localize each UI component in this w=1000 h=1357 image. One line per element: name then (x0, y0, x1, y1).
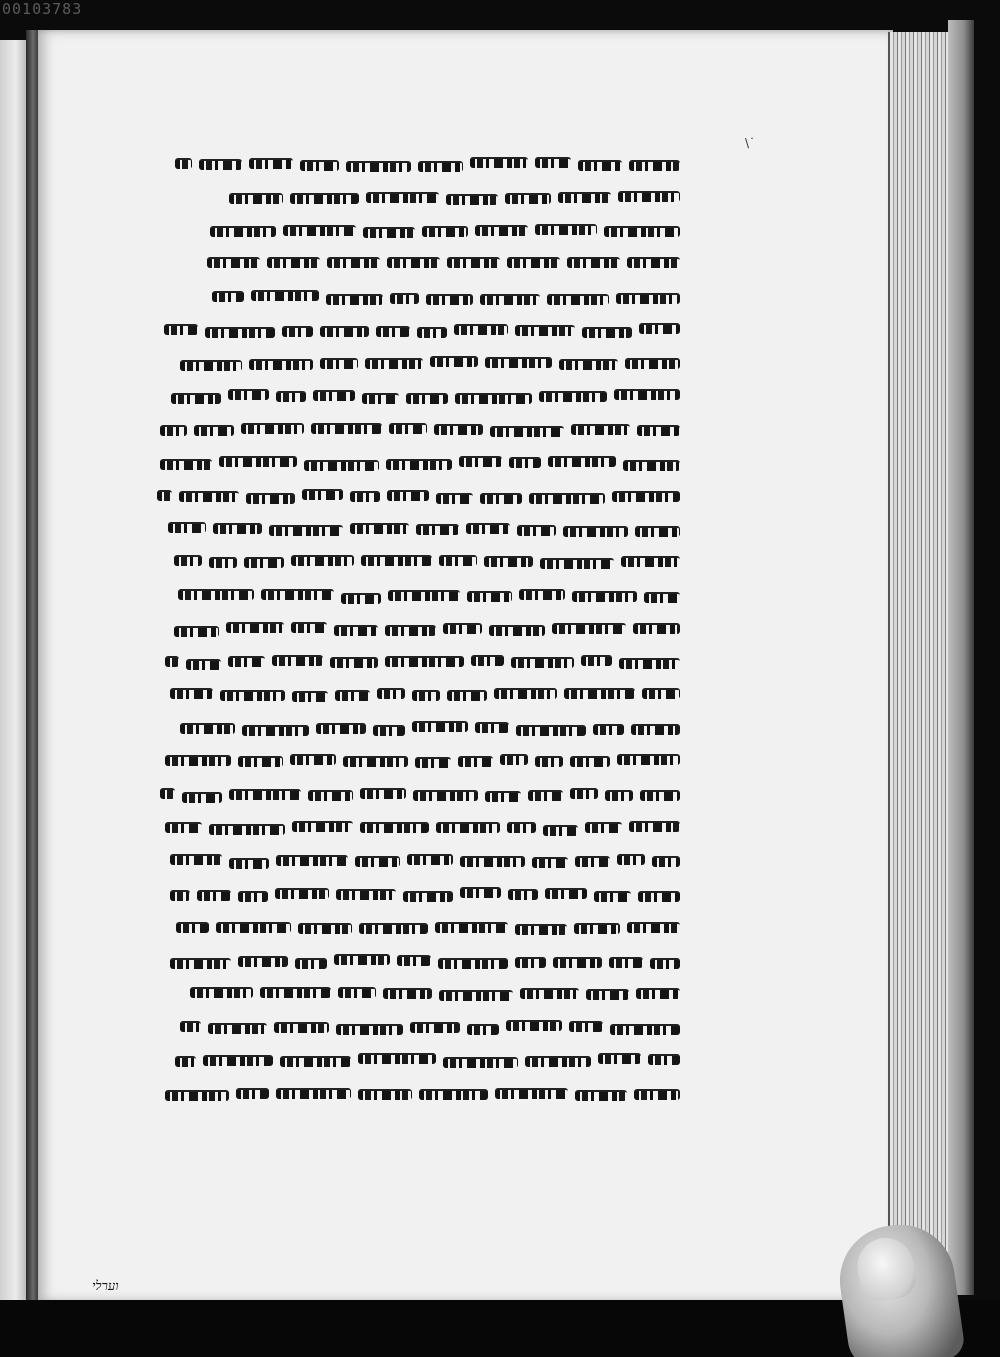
handwritten-word (545, 888, 587, 899)
handwritten-word (320, 326, 369, 337)
handwritten-word (276, 855, 348, 866)
handwritten-word (228, 656, 265, 667)
handwritten-word (180, 360, 242, 371)
handwritten-word (610, 1024, 680, 1035)
handwritten-word (447, 257, 500, 268)
text-line (150, 314, 680, 347)
handwritten-word (291, 555, 354, 566)
handwritten-word (165, 755, 231, 766)
handwritten-word (261, 589, 334, 600)
handwritten-word (621, 556, 680, 567)
handwritten-word (282, 326, 313, 337)
handwritten-word (385, 656, 464, 667)
handwritten-word (434, 424, 483, 435)
handwritten-word (515, 957, 546, 968)
handwritten-word (436, 493, 473, 504)
handwritten-word (535, 224, 597, 235)
handwritten-word (475, 722, 509, 733)
text-line (150, 878, 680, 911)
handwritten-word (470, 157, 528, 168)
handwritten-word (480, 294, 540, 305)
handwritten-word (180, 1021, 201, 1032)
text-line (150, 148, 680, 181)
handwritten-word (178, 589, 254, 600)
handwritten-word (525, 1056, 591, 1067)
handwritten-word (637, 425, 680, 436)
handwritten-word (617, 854, 645, 865)
handwritten-word (157, 490, 172, 501)
handwritten-word (242, 725, 309, 736)
handwritten-word (582, 327, 632, 338)
handwritten-word (435, 922, 508, 933)
text-line (150, 281, 680, 314)
handwritten-word (170, 688, 213, 699)
handwritten-word (203, 1055, 273, 1066)
handwritten-word (199, 159, 242, 170)
handwritten-word (241, 423, 304, 434)
handwritten-word (338, 987, 376, 998)
handwritten-word (447, 690, 487, 701)
handwritten-word (170, 890, 190, 901)
handwritten-word (280, 1056, 351, 1067)
handwritten-word (609, 957, 643, 968)
handwritten-word (471, 655, 504, 666)
handwritten-word (276, 1088, 351, 1099)
handwritten-word (160, 425, 187, 436)
handwritten-word (236, 1088, 269, 1099)
handwritten-word (438, 958, 508, 969)
handwritten-word (377, 688, 405, 699)
text-line (150, 513, 680, 546)
text-line (150, 546, 680, 579)
handwritten-word (373, 725, 405, 736)
handwritten-word (320, 358, 358, 369)
handwritten-word (508, 889, 538, 900)
handwritten-word (619, 658, 680, 669)
handwritten-word (229, 193, 283, 204)
handwritten-word (376, 326, 410, 337)
handwritten-word (205, 327, 275, 338)
handwritten-word (563, 526, 628, 537)
handwritten-word (316, 723, 366, 734)
handwritten-word (388, 590, 460, 601)
text-line (150, 745, 680, 778)
handwritten-word (160, 788, 175, 799)
handwritten-word (164, 324, 198, 335)
text-line (150, 1077, 680, 1110)
left-page-edge (0, 40, 28, 1302)
handwritten-word (500, 754, 528, 765)
handwritten-word (567, 257, 620, 268)
handwritten-word (212, 291, 244, 302)
text-line (150, 214, 680, 247)
handwritten-word (631, 724, 680, 735)
handwritten-word (210, 226, 276, 237)
handwritten-word (639, 323, 680, 334)
handwritten-word (443, 623, 482, 634)
handwritten-word (213, 523, 262, 534)
handwritten-word (208, 1023, 267, 1034)
handwritten-word (548, 456, 616, 467)
handwritten-word (616, 293, 680, 304)
handwritten-word (516, 725, 586, 736)
handwritten-word (194, 425, 234, 436)
handwritten-word (559, 359, 618, 370)
handwritten-word (593, 724, 624, 735)
handwritten-word (443, 1057, 518, 1068)
handwritten-word (439, 990, 513, 1001)
text-line (150, 480, 680, 513)
handwritten-word (182, 792, 222, 803)
handwritten-word (226, 622, 284, 633)
handwritten-word (547, 294, 609, 305)
handwritten-word (490, 426, 564, 437)
handwritten-word (412, 690, 440, 701)
handwritten-word (160, 459, 212, 470)
handwritten-word (617, 754, 680, 765)
handwritten-word (360, 788, 406, 799)
handwritten-word (511, 657, 574, 668)
handwritten-word (575, 856, 610, 867)
handwritten-word (623, 460, 680, 471)
text-line (150, 712, 680, 745)
handwritten-word (539, 391, 607, 402)
handwritten-word (505, 193, 551, 204)
handwritten-word (535, 157, 571, 168)
handwritten-word (604, 226, 680, 237)
handwritten-word (326, 294, 383, 305)
handwritten-word (439, 555, 477, 566)
handwritten-word (485, 791, 521, 802)
handwritten-word (627, 922, 680, 933)
handwritten-word (422, 226, 468, 237)
handwritten-word (274, 1022, 329, 1033)
handwritten-word (467, 1024, 499, 1035)
handwritten-word (517, 525, 556, 536)
handwritten-word (484, 556, 533, 567)
handwritten-word (571, 424, 630, 435)
handwritten-word (350, 491, 380, 502)
handwritten-word (238, 756, 283, 767)
handwritten-word (636, 988, 680, 999)
handwritten-text-block (150, 148, 680, 1110)
handwritten-word (175, 1056, 196, 1067)
handwritten-word (219, 456, 297, 467)
handwritten-word (246, 493, 296, 504)
handwritten-word (418, 161, 463, 172)
handwritten-word (614, 389, 680, 400)
handwritten-word (572, 591, 637, 602)
handwritten-word (174, 555, 202, 566)
handwritten-word (165, 656, 179, 667)
handwritten-word (515, 924, 567, 935)
handwritten-word (535, 756, 563, 767)
handwritten-word (594, 891, 631, 902)
handwritten-word (489, 625, 545, 636)
handwritten-word (540, 558, 614, 569)
handwritten-word (581, 655, 612, 666)
handwritten-word (507, 257, 560, 268)
handwritten-word (292, 691, 328, 702)
handwritten-word (272, 655, 323, 666)
handwritten-word (387, 490, 429, 501)
handwritten-word (520, 988, 579, 999)
handwritten-word (403, 891, 453, 902)
handwritten-word (642, 688, 680, 699)
handwritten-word (168, 522, 206, 533)
handwritten-word (485, 357, 552, 368)
handwritten-word (383, 988, 432, 999)
text-line (150, 447, 680, 480)
handwritten-word (350, 523, 409, 534)
text-line (150, 347, 680, 380)
handwritten-word (343, 756, 408, 767)
handwritten-word (341, 593, 381, 604)
handwritten-word (179, 491, 239, 502)
handwritten-word (216, 922, 291, 933)
handwritten-word (430, 356, 478, 367)
handwritten-word (186, 659, 221, 670)
handwritten-word (385, 625, 436, 636)
handwritten-word (238, 891, 268, 902)
handwritten-word (586, 989, 629, 1000)
handwritten-word (446, 194, 498, 205)
handwritten-word (459, 456, 502, 467)
handwritten-word (638, 891, 680, 902)
handwritten-word (650, 958, 680, 969)
handwritten-word (532, 857, 568, 868)
handwritten-word (229, 858, 269, 869)
handwritten-word (170, 958, 231, 969)
handwritten-word (475, 225, 528, 236)
handwritten-word (346, 161, 411, 172)
handwritten-word (180, 723, 235, 734)
text-line (150, 911, 680, 944)
handwritten-word (575, 1090, 627, 1101)
handwritten-word (207, 257, 260, 268)
handwritten-word (298, 923, 352, 934)
handwritten-word (635, 526, 680, 537)
text-line (150, 945, 680, 978)
handwritten-word (569, 1021, 603, 1032)
handwritten-word (300, 160, 339, 171)
handwritten-word (292, 821, 353, 832)
handwritten-word (165, 822, 202, 833)
margin-mark: \˙ (745, 136, 756, 150)
handwritten-word (238, 956, 288, 967)
handwritten-word (652, 856, 680, 867)
handwritten-word (366, 192, 439, 203)
handwritten-word (618, 191, 680, 202)
handwritten-word (335, 690, 370, 701)
handwritten-word (564, 688, 635, 699)
handwritten-word (515, 325, 575, 336)
handwritten-word (466, 523, 510, 534)
handwritten-word (552, 623, 626, 634)
handwritten-word (640, 790, 680, 801)
handwritten-word (313, 390, 355, 401)
handwritten-word (415, 757, 451, 768)
handwritten-word (334, 954, 390, 965)
handwritten-word (165, 1090, 229, 1101)
text-line (150, 248, 680, 281)
handwritten-word (197, 890, 231, 901)
cover-edge (948, 20, 974, 1295)
handwritten-word (175, 158, 192, 169)
handwritten-word (644, 592, 680, 603)
handwritten-word (458, 756, 493, 767)
handwritten-word (519, 589, 565, 600)
handwritten-word (330, 657, 378, 668)
text-line (150, 613, 680, 646)
handwritten-word (625, 358, 680, 369)
text-line (150, 779, 680, 812)
handwritten-word (290, 193, 359, 204)
handwritten-word (578, 160, 622, 171)
handwritten-word (327, 257, 380, 268)
text-line (150, 646, 680, 679)
handwritten-word (460, 887, 501, 898)
text-line (150, 845, 680, 878)
catchword: וערלי (92, 1279, 119, 1294)
handwritten-word (494, 688, 557, 699)
text-line (150, 181, 680, 214)
handwritten-word (358, 1053, 436, 1064)
handwritten-word (360, 822, 429, 833)
handwritten-word (558, 192, 611, 203)
handwritten-word (170, 854, 222, 865)
handwritten-word (585, 822, 622, 833)
handwritten-word (480, 493, 522, 504)
handwritten-word (397, 955, 431, 966)
handwritten-word (260, 987, 331, 998)
handwritten-word (417, 327, 447, 338)
handwritten-word (570, 788, 598, 799)
handwritten-word (209, 824, 285, 835)
handwritten-word (387, 257, 440, 268)
page-stack-edges (888, 32, 952, 1294)
handwritten-word (355, 856, 400, 867)
handwritten-word (629, 160, 680, 171)
handwritten-word (529, 493, 606, 504)
text-line (150, 1044, 680, 1077)
handwritten-word (436, 822, 500, 833)
handwritten-word (267, 257, 320, 268)
handwritten-word (553, 957, 602, 968)
handwritten-word (302, 489, 343, 500)
handwritten-word (311, 423, 382, 434)
handwritten-word (410, 1022, 460, 1033)
handwritten-word (244, 557, 284, 568)
handwritten-word (290, 754, 336, 765)
handwritten-word (171, 393, 221, 404)
handwritten-word (362, 393, 399, 404)
handwritten-word (570, 756, 610, 767)
text-line (150, 414, 680, 447)
handwritten-word (634, 1089, 680, 1100)
handwritten-word (506, 1020, 562, 1031)
handwritten-word (426, 294, 473, 305)
handwritten-word (365, 358, 423, 369)
handwritten-word (334, 625, 378, 636)
handwritten-word (220, 690, 285, 701)
accession-number: 00103783 (2, 0, 83, 18)
handwritten-word (283, 225, 356, 236)
handwritten-word (598, 1053, 641, 1064)
handwritten-word (295, 958, 327, 969)
handwritten-word (389, 423, 427, 434)
handwritten-word (574, 923, 620, 934)
handwritten-word (209, 557, 237, 568)
handwritten-word (627, 257, 680, 268)
text-line (150, 1011, 680, 1044)
handwritten-word (251, 290, 319, 301)
handwritten-word (336, 1024, 403, 1035)
handwritten-word (386, 459, 452, 470)
handwritten-word (336, 889, 396, 900)
handwritten-word (543, 825, 578, 836)
handwritten-word (275, 888, 329, 899)
handwritten-word (390, 293, 419, 304)
text-line (150, 978, 680, 1011)
handwritten-word (229, 789, 301, 800)
text-line (150, 579, 680, 612)
handwritten-word (416, 524, 459, 535)
handwritten-word (176, 922, 209, 933)
text-line (150, 812, 680, 845)
handwritten-word (276, 391, 306, 402)
handwritten-word (460, 856, 525, 867)
handwritten-word (528, 790, 563, 801)
handwritten-word (304, 460, 379, 471)
handwritten-word (454, 324, 508, 335)
handwritten-word (467, 591, 512, 602)
handwritten-word (363, 227, 415, 238)
text-line (150, 679, 680, 712)
handwritten-word (358, 1089, 412, 1100)
handwritten-word (291, 622, 327, 633)
handwritten-word (509, 457, 541, 468)
handwritten-word (605, 790, 633, 801)
handwritten-word (455, 393, 532, 404)
handwritten-word (407, 854, 453, 865)
handwritten-word (190, 987, 253, 998)
handwritten-word (359, 923, 428, 934)
handwritten-word (495, 1088, 568, 1099)
handwritten-word (413, 790, 478, 801)
handwritten-word (648, 1054, 680, 1065)
handwritten-word (629, 821, 680, 832)
handwritten-word (249, 158, 293, 169)
handwritten-word (612, 491, 680, 502)
handwritten-word (174, 626, 219, 637)
handwritten-word (228, 389, 269, 400)
handwritten-word (308, 790, 353, 801)
handwritten-word (507, 822, 536, 833)
handwritten-word (361, 555, 432, 566)
handwritten-word (633, 623, 680, 634)
handwritten-word (419, 1089, 488, 1100)
text-line (150, 380, 680, 413)
handwritten-word (406, 393, 448, 404)
handwritten-word (412, 721, 468, 732)
handwritten-word (269, 525, 343, 536)
handwritten-word (249, 359, 313, 370)
